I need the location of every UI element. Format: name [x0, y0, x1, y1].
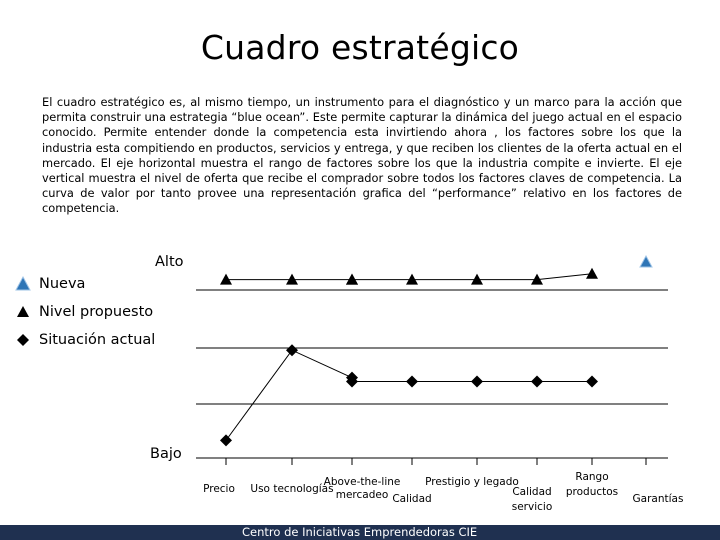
series-marker-triangle	[586, 268, 598, 279]
x-tick-label: mercadeo	[335, 489, 389, 501]
y-axis-bottom-label: Bajo	[150, 446, 182, 462]
series-marker-diamond	[286, 344, 298, 356]
legend-label: Nueva	[39, 276, 86, 292]
series-marker-diamond	[531, 376, 543, 388]
series-line	[226, 350, 592, 440]
page-title: Cuadro estratégico	[200, 28, 520, 67]
series-marker-diamond	[406, 376, 418, 388]
legend-label: Nivel propuesto	[39, 304, 154, 320]
footer-bar	[0, 525, 720, 540]
x-tick-label: Prestigio y legado	[425, 476, 519, 488]
x-tick-label: Calidad	[512, 486, 552, 498]
x-tick-label: Calidad	[392, 493, 432, 505]
x-tick-label: productos	[565, 486, 619, 498]
y-axis-top-label: Alto	[155, 254, 184, 270]
x-tick-label: Rango	[575, 471, 609, 483]
series-marker-triangle	[640, 256, 652, 267]
footer-text: Centro de Iniciativas Emprendedoras CIE	[242, 525, 478, 539]
x-tick-label: servicio	[511, 501, 553, 513]
x-tick-label: Garantías	[632, 493, 684, 505]
x-tick-label: Above-the-line	[323, 476, 401, 488]
series-marker-diamond	[586, 376, 598, 388]
x-tick-label: Uso tecnologías	[250, 483, 334, 495]
series-marker-diamond	[220, 434, 232, 446]
legend-label: Situación actual	[39, 332, 156, 348]
series-marker-diamond	[471, 376, 483, 388]
x-tick-label: Precio	[203, 483, 235, 495]
description-text: El cuadro estratégico es, al mismo tiempo, un instrumento para el diagnóstico y un marco para la acción que permita construir una estrategia “blue ocean”. Este permite capturar la dinámica del juego actual en el espacio conocido. Permite entender donde la competencia esta invirtiendo ahora , los factores sobre los que la industria esta compitiendo en productos, servicios y entrega, y que reciben los clientes de la oferta actual en el mercado. El eje horizontal muestra el rango de factores sobre los que la industria compite e invierte. El eje vertical muestra el nivel de oferta que recibe el comprador sobre todos los factores claves de competencia. La curva de valor por tanto provee una representación grafica del “performance” relativo en los factores de competencia.	[42, 95, 682, 216]
